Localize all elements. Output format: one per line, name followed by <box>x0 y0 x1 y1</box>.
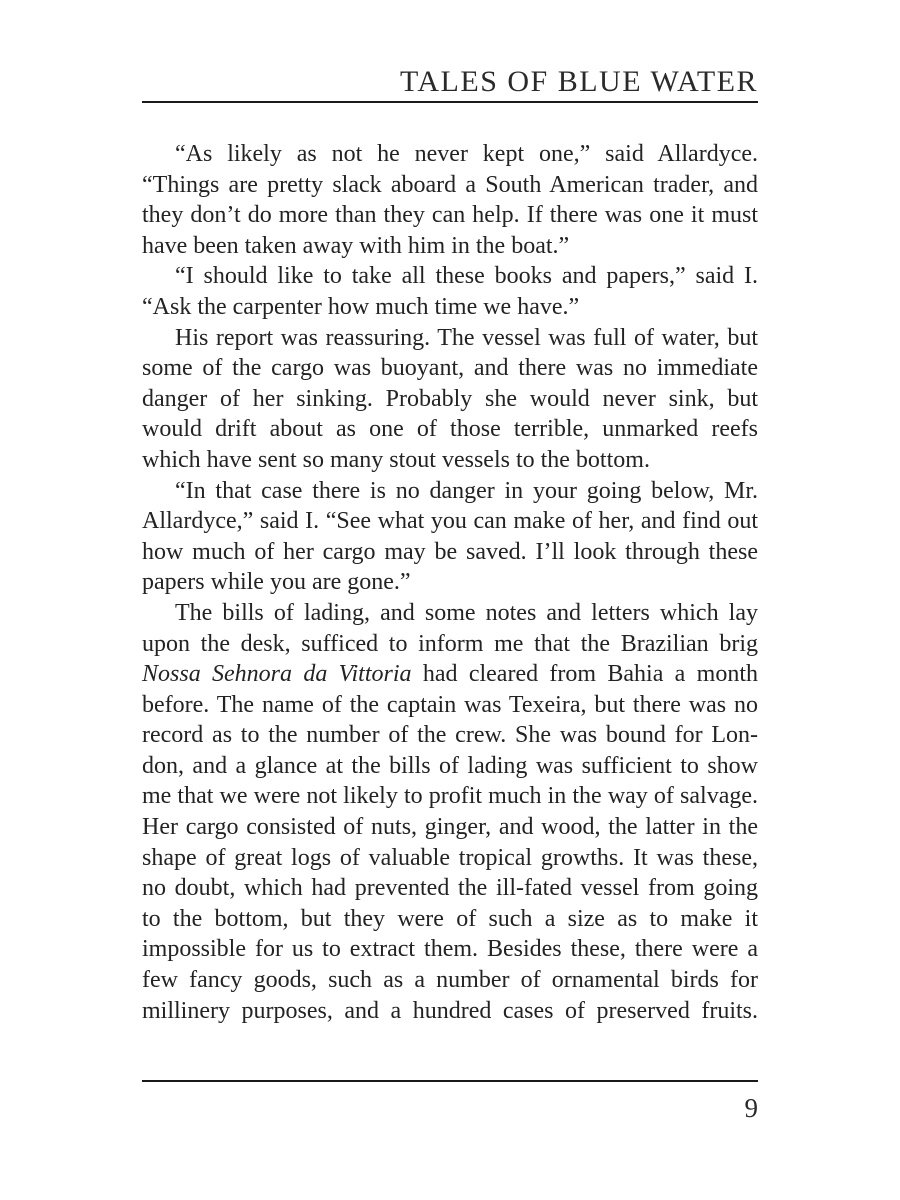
paragraph: His report was reassuring. The vessel was full of water, but some of the cargo was buoyant, and there was no immediate danger of her sinking. Probably she would never sink, but would drift about as one of those terrible, unmarked reefs which have sent so many stout vessels to the bottom. <box>142 324 758 473</box>
body-text <box>142 139 758 1026</box>
paragraph <box>142 598 758 1026</box>
header-rule <box>142 101 758 103</box>
paragraph: “In that case there is no danger in your going below, Mr. Allardyce,” said I. “See what you can make of her, and find out how much of her cargo may be saved. I’ll look through these papers while you are gone.” <box>142 477 758 596</box>
paragraph-text: The bills of lading, and some notes and letters which lay upon the desk, sufficed to inform me that the Brazilian brig <box>142 599 758 657</box>
page-number: 9 <box>744 1093 758 1123</box>
paragraph-text: had cleared from Bahia a month before. The name of the captain was Texeira, but there was no record as to the number of the crew. She was bound for London, and a glance at the bills of lading was sufficient to show me that we were not likely to profit much in the way of salvage. Her cargo consisted of nuts, ginger, and wood, the latter in the shape of great logs of valuable tropical growths. It was these, no doubt, which had prevented the ill-fated vessel from going to the bottom, but they were of such a size as to make it impossible for us to extract them. Besides these, there were a few fancy goods, such as a number of ornamental birds for millinery purposes, and a hundred cases of preserved fruits. <box>142 661 758 1024</box>
paragraph: “I should like to take all these books and papers,” said I. “Ask the carpenter how much time we have.” <box>142 263 758 320</box>
paragraph: “As likely as not he never kept one,” said Allardyce. “Things are pretty slack aboard a South American trader, and they don’t do more than they can help. If there was one it must have been taken away with him in the boat.” <box>142 141 758 259</box>
footer-rule <box>142 1080 758 1082</box>
running-head-title: TALES OF BLUE WATER <box>399 65 758 98</box>
ship-name: Nossa Sehnora da Vittoria <box>142 661 412 688</box>
